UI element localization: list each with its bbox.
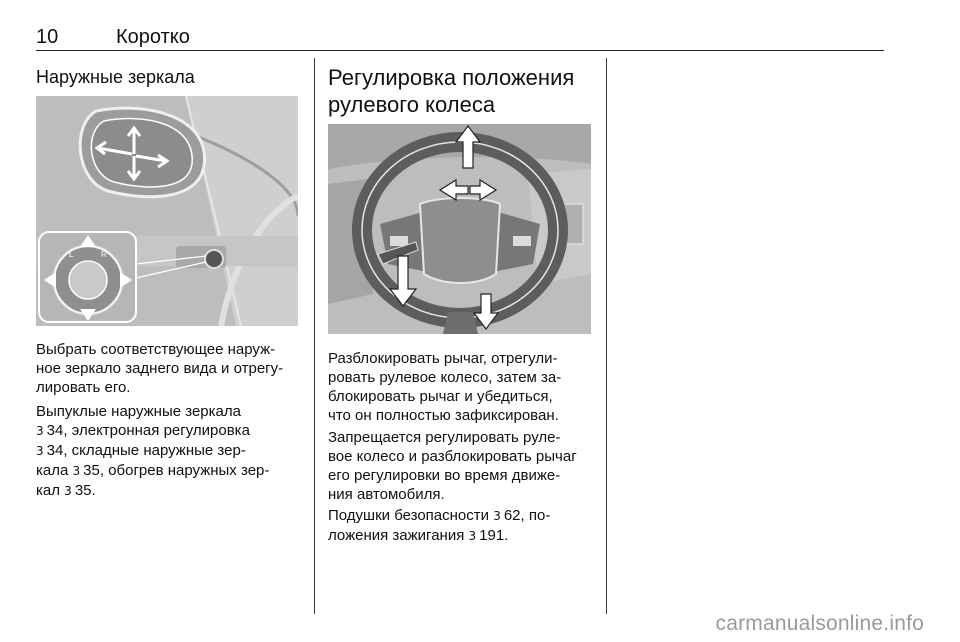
steering-figure <box>328 124 591 334</box>
steering-references: Подушки безопасности 3 62, по- ложения зажигания 3 191. <box>328 507 551 544</box>
page-ref-icon: 3 <box>36 444 44 458</box>
svg-text:R: R <box>101 250 107 259</box>
mirror-figure <box>36 96 298 326</box>
page-header <box>36 20 884 51</box>
page-number: 10 <box>36 26 59 48</box>
steering-wheel-icon <box>328 124 591 334</box>
svg-text:L: L <box>69 250 74 259</box>
cross-reference-link[interactable]: 34, электронная регулировка <box>46 422 250 439</box>
column-divider <box>606 58 607 614</box>
column-divider <box>314 58 315 614</box>
page-ref-icon: 3 <box>64 484 72 498</box>
steering-warning: Запрещается регулировать руле- вое колесо и разблокировать рычаг его регулировки во время движе- ния автомобиля. <box>328 429 577 503</box>
steering-instructions: Разблокировать рычаг, отрегули- ровать рулевое колесо, затем за- блокировать рычаг и убедиться, что он полностью зафиксирован. <box>328 350 562 424</box>
page-ref-icon: 3 <box>493 509 501 523</box>
page-ref-icon: 3 <box>72 464 81 478</box>
cross-reference-link[interactable]: 35. <box>74 482 96 499</box>
mirror-references: Выпуклые наружные зеркала 3 34, электронная регулировка 3 34, складные наружные зер- кала 3 35, обогрев наружных зер- кал 3 35. <box>36 403 270 499</box>
cross-reference-link[interactable]: 34, складные наружные зер- <box>46 442 246 459</box>
watermark: carmanualsonline.info <box>715 612 924 635</box>
chapter-title: Коротко <box>116 26 190 48</box>
cross-reference-link[interactable]: 62, по- <box>503 507 551 524</box>
cross-reference-link[interactable]: 191. <box>479 527 509 544</box>
section-title-mirrors: Наружные зеркала <box>36 67 195 87</box>
page-ref-icon: 3 <box>468 529 477 543</box>
mirror-instructions: Выбрать соответствующее наруж- ное зеркало заднего вида и отрегу- лировать его. <box>36 341 284 396</box>
section-title-steering: Регулировка положения рулевого колеса <box>328 65 575 117</box>
page-ref-icon: 3 <box>36 424 44 438</box>
cross-reference-link[interactable]: 35, обогрев наружных зер- <box>83 462 270 479</box>
mirror-adjust-knob-icon <box>40 233 136 323</box>
